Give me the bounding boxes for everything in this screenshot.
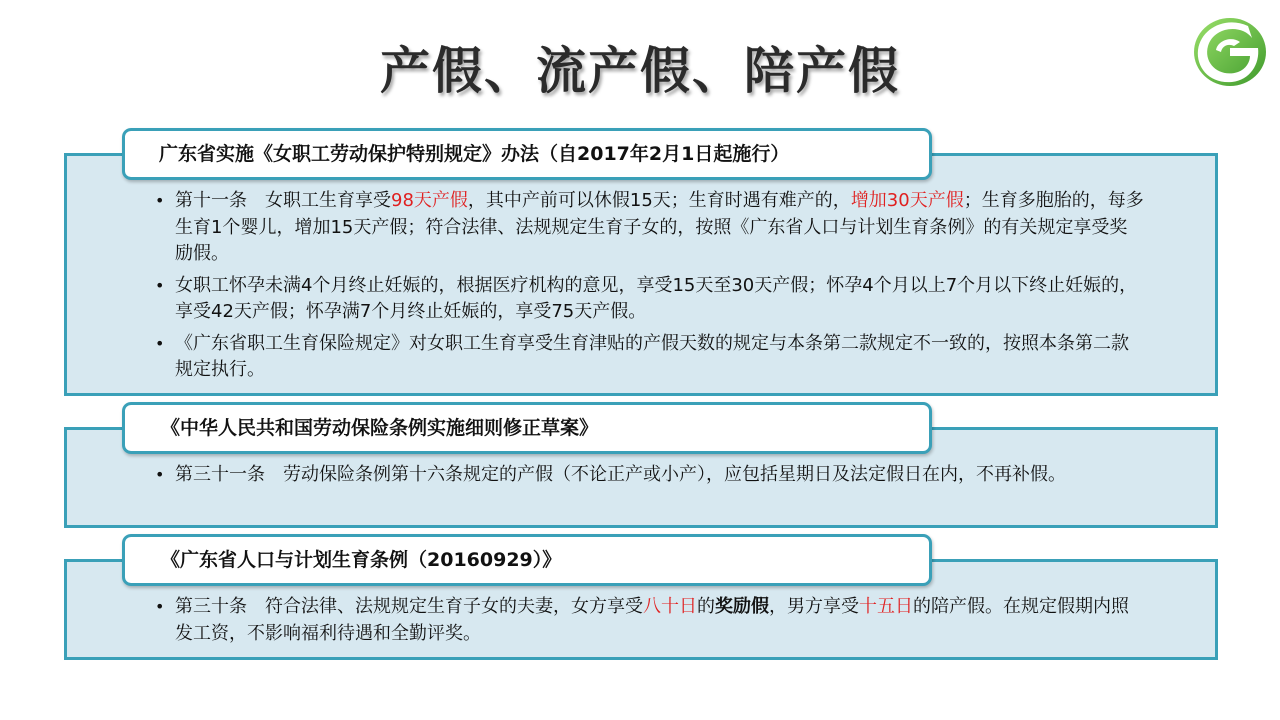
section-heading-2: 《中华人民共和国劳动保险条例实施细则修正草案》 xyxy=(122,402,932,454)
page-title: 产假、流产假、陪产假 xyxy=(380,42,900,100)
bullet-item: • 《广东省职工生育保险规定》对女职工生育享受生育津贴的产假天数的规定与本条第二款规定不一致的，按照本条第二款规定执行。 xyxy=(155,331,1145,384)
bullet-list-2 xyxy=(155,462,1145,494)
bullet-item: • 第三十条 符合法律、法规规定生育子女的夫妻，女方享受八十日的奖励假，男方享受十五日的陪产假。在规定假期内照发工资，不影响福利待遇和全勤评奖。 xyxy=(155,594,1145,647)
section-heading-3: 《广东省人口与计划生育条例（20160929）》 xyxy=(122,534,932,586)
bullet-list-3 xyxy=(155,594,1145,652)
bullet-list-1 xyxy=(155,188,1145,389)
section-heading-1: 广东省实施《女职工劳动保护特别规定》办法（自2017年2月1日起施行） xyxy=(122,128,932,180)
logo-g-icon xyxy=(1190,14,1270,90)
bullet-item: • 第十一条 女职工生育享受98天产假，其中产前可以休假15天；生育时遇有难产的，增加30天产假；生育多胞胎的，每多生育1个婴儿，增加15天产假；符合法律、法规规定生育子女的，按照《广东省人口与计划生育条例》的有关规定享受奖励假。 xyxy=(155,188,1145,268)
bullet-item: • 女职工怀孕未满4个月终止妊娠的，根据医疗机构的意见，享受15天至30天产假；怀孕4个月以上7个月以下终止妊娠的，享受42天产假；怀孕满7个月终止妊娠的，享受75天产假。 xyxy=(155,273,1145,326)
bullet-item: • 第三十一条 劳动保险条例第十六条规定的产假（不论正产或小产），应包括星期日及法定假日在内，不再补假。 xyxy=(155,462,1145,489)
